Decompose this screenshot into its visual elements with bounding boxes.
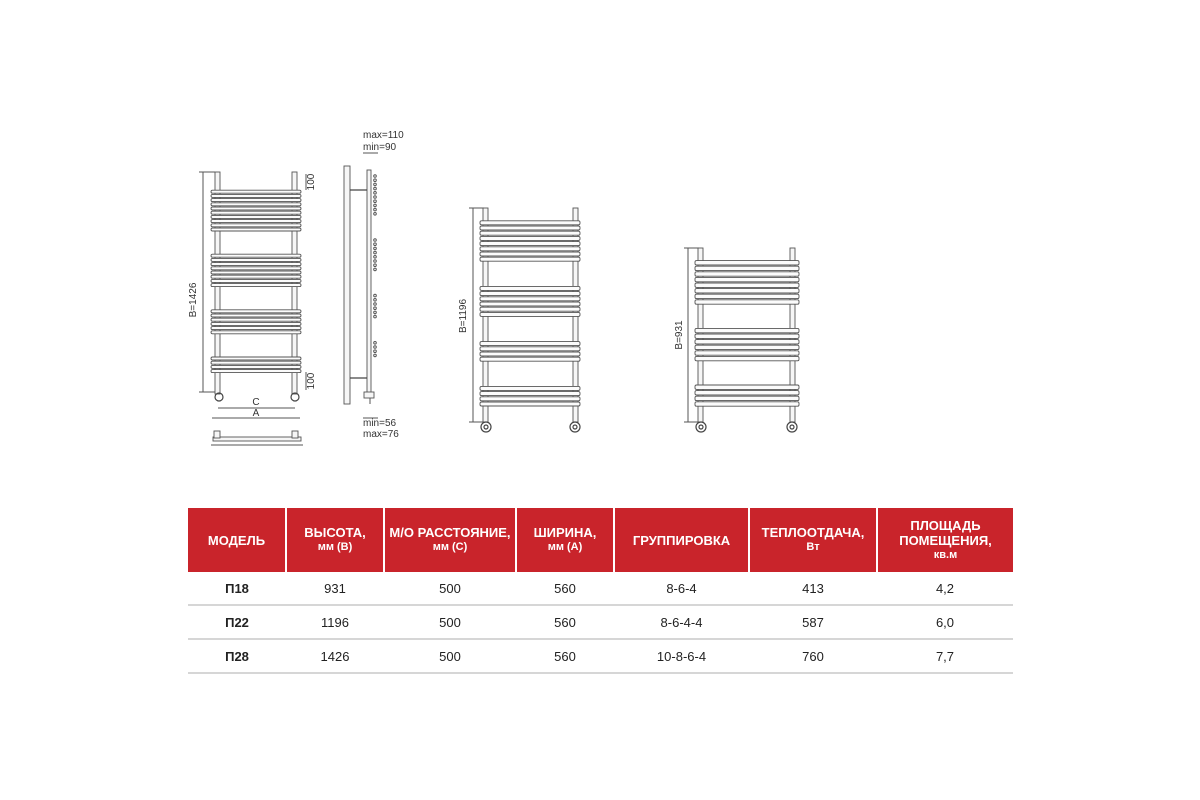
crossbar <box>480 402 580 406</box>
side-tube-end <box>374 200 377 203</box>
crossbar <box>211 331 301 334</box>
crossbar <box>211 357 301 360</box>
radiator-side-view <box>344 130 404 440</box>
cell-center-distance: 500 <box>384 572 516 605</box>
crossbar <box>480 342 580 346</box>
crossbar <box>211 224 301 227</box>
gap-bottom-label: 100 <box>306 372 317 390</box>
cell-heat-output: 587 <box>749 605 877 639</box>
col-header-center-distance: М/О РАССТОЯНИЕ, мм (С) <box>384 508 516 572</box>
crossbar <box>480 392 580 396</box>
crossbar <box>211 228 301 231</box>
side-tube-end <box>374 208 377 211</box>
col-header-grouping: ГРУППИРОВКА <box>614 508 749 572</box>
crossbar <box>695 272 799 276</box>
crossbar <box>480 297 580 301</box>
crossbar <box>211 215 301 218</box>
crossbar <box>695 340 799 344</box>
crossbar <box>211 275 301 278</box>
crossbar <box>695 294 799 298</box>
side-tube-end <box>374 213 377 216</box>
crossbar <box>211 370 301 373</box>
cell-model: П28 <box>188 639 286 673</box>
crossbar <box>211 314 301 317</box>
side-tube-end <box>374 260 377 263</box>
crossbar <box>480 242 580 246</box>
crossbar <box>695 300 799 304</box>
table-header-row <box>188 508 1013 572</box>
cell-center-distance: 500 <box>384 605 516 639</box>
height-label-931: B=931 <box>674 320 685 350</box>
radiator-1426-front <box>188 172 317 445</box>
crossbar <box>480 347 580 351</box>
dim-c-label: C <box>252 397 260 408</box>
cell-model: П22 <box>188 605 286 639</box>
crossbar <box>480 312 580 316</box>
cell-width: 560 <box>516 572 614 605</box>
side-tube-end <box>374 251 377 254</box>
side-tube-end <box>374 307 377 310</box>
cell-grouping: 8-6-4 <box>614 572 749 605</box>
crossbar <box>695 261 799 265</box>
col-header-width: ШИРИНА, мм (А) <box>516 508 614 572</box>
crossbar <box>480 252 580 256</box>
dim-a-label: A <box>252 408 260 419</box>
crossbar <box>211 199 301 202</box>
crossbar <box>211 365 301 368</box>
radiator-1196-front <box>458 208 580 432</box>
crossbar <box>695 345 799 349</box>
crossbar <box>211 194 301 197</box>
specification-table <box>188 508 1013 674</box>
cell-room-area: 4,2 <box>877 572 1013 605</box>
crossbar <box>695 289 799 293</box>
crossbar <box>695 277 799 281</box>
crossbar <box>211 254 301 257</box>
cell-grouping: 10-8-6-4 <box>614 639 749 673</box>
side-tube-end <box>374 299 377 302</box>
crossbar <box>695 396 799 400</box>
crossbar <box>695 334 799 338</box>
side-tube-end <box>374 247 377 250</box>
side-tube-end <box>374 315 377 318</box>
crossbar <box>695 283 799 287</box>
height-label-1426: B=1426 <box>188 282 199 318</box>
side-tube-end <box>374 175 377 178</box>
height-label-1196: B=1196 <box>458 298 469 334</box>
cell-height: 931 <box>286 572 384 605</box>
side-tube-end <box>374 346 377 349</box>
crossbar <box>695 266 799 270</box>
crossbar <box>695 328 799 332</box>
crossbar <box>211 190 301 193</box>
side-tube-end <box>374 192 377 195</box>
side-tube-end <box>374 179 377 182</box>
crossbar <box>480 221 580 225</box>
crossbar <box>211 258 301 261</box>
crossbar <box>211 211 301 214</box>
crossbar <box>480 386 580 390</box>
crossbar <box>480 247 580 251</box>
side-tube-end <box>374 183 377 186</box>
side-tube-end <box>374 354 377 357</box>
crossbar <box>480 352 580 356</box>
crossbar <box>211 271 301 274</box>
side-tube-end <box>374 204 377 207</box>
crossbar <box>211 310 301 313</box>
side-tube-end <box>374 243 377 246</box>
table-row <box>188 605 1013 639</box>
side-tube-end <box>374 187 377 190</box>
crossbar <box>211 284 301 287</box>
depth-max-bottom: max=76 <box>363 429 399 440</box>
crossbar <box>695 391 799 395</box>
crossbar <box>211 361 301 364</box>
cell-width: 560 <box>516 639 614 673</box>
crossbar <box>480 302 580 306</box>
side-tube-end <box>374 311 377 314</box>
cell-room-area: 6,0 <box>877 605 1013 639</box>
crossbar <box>695 351 799 355</box>
crossbar <box>480 292 580 296</box>
table-row <box>188 639 1013 673</box>
cell-height: 1196 <box>286 605 384 639</box>
crossbar <box>211 263 301 266</box>
crossbar <box>211 220 301 223</box>
crossbar <box>480 307 580 311</box>
col-header-model: МОДЕЛЬ <box>188 508 286 572</box>
side-tube-end <box>374 294 377 297</box>
crossbar <box>695 402 799 406</box>
depth-min-top: min=90 <box>363 142 397 153</box>
side-tube-end <box>374 264 377 267</box>
crossbar <box>480 397 580 401</box>
side-tube-end <box>374 239 377 242</box>
crossbar <box>211 267 301 270</box>
cell-height: 1426 <box>286 639 384 673</box>
col-header-height: ВЫСОТА, мм (В) <box>286 508 384 572</box>
crossbar <box>211 318 301 321</box>
side-tube-end <box>374 342 377 345</box>
table-row <box>188 572 1013 605</box>
cell-width: 560 <box>516 605 614 639</box>
crossbar <box>480 357 580 361</box>
depth-min-bottom: min=56 <box>363 418 397 429</box>
crossbar <box>211 327 301 330</box>
crossbar <box>480 257 580 261</box>
crossbar <box>695 385 799 389</box>
crossbar <box>480 226 580 230</box>
crossbar <box>211 322 301 325</box>
cell-grouping: 8-6-4-4 <box>614 605 749 639</box>
side-tube-end <box>374 255 377 258</box>
cell-heat-output: 760 <box>749 639 877 673</box>
side-tube-end <box>374 268 377 271</box>
cell-model: П18 <box>188 572 286 605</box>
crossbar <box>211 207 301 210</box>
crossbar <box>480 286 580 290</box>
crossbar <box>480 236 580 240</box>
crossbar <box>211 203 301 206</box>
crossbar <box>695 356 799 360</box>
cell-heat-output: 413 <box>749 572 877 605</box>
cell-room-area: 7,7 <box>877 639 1013 673</box>
radiator-931-front <box>674 248 799 432</box>
side-tube-end <box>374 350 377 353</box>
side-tube-end <box>374 196 377 199</box>
gap-top-label: 100 <box>306 173 317 191</box>
depth-max-top: max=110 <box>363 130 404 141</box>
crossbar <box>480 231 580 235</box>
cell-center-distance: 500 <box>384 639 516 673</box>
col-header-room-area: ПЛОЩАДЬ ПОМЕЩЕНИЯ, кв.м <box>877 508 1013 572</box>
side-tube-end <box>374 303 377 306</box>
col-header-heat-output: ТЕПЛООТДАЧА, Вт <box>749 508 877 572</box>
crossbar <box>211 279 301 282</box>
